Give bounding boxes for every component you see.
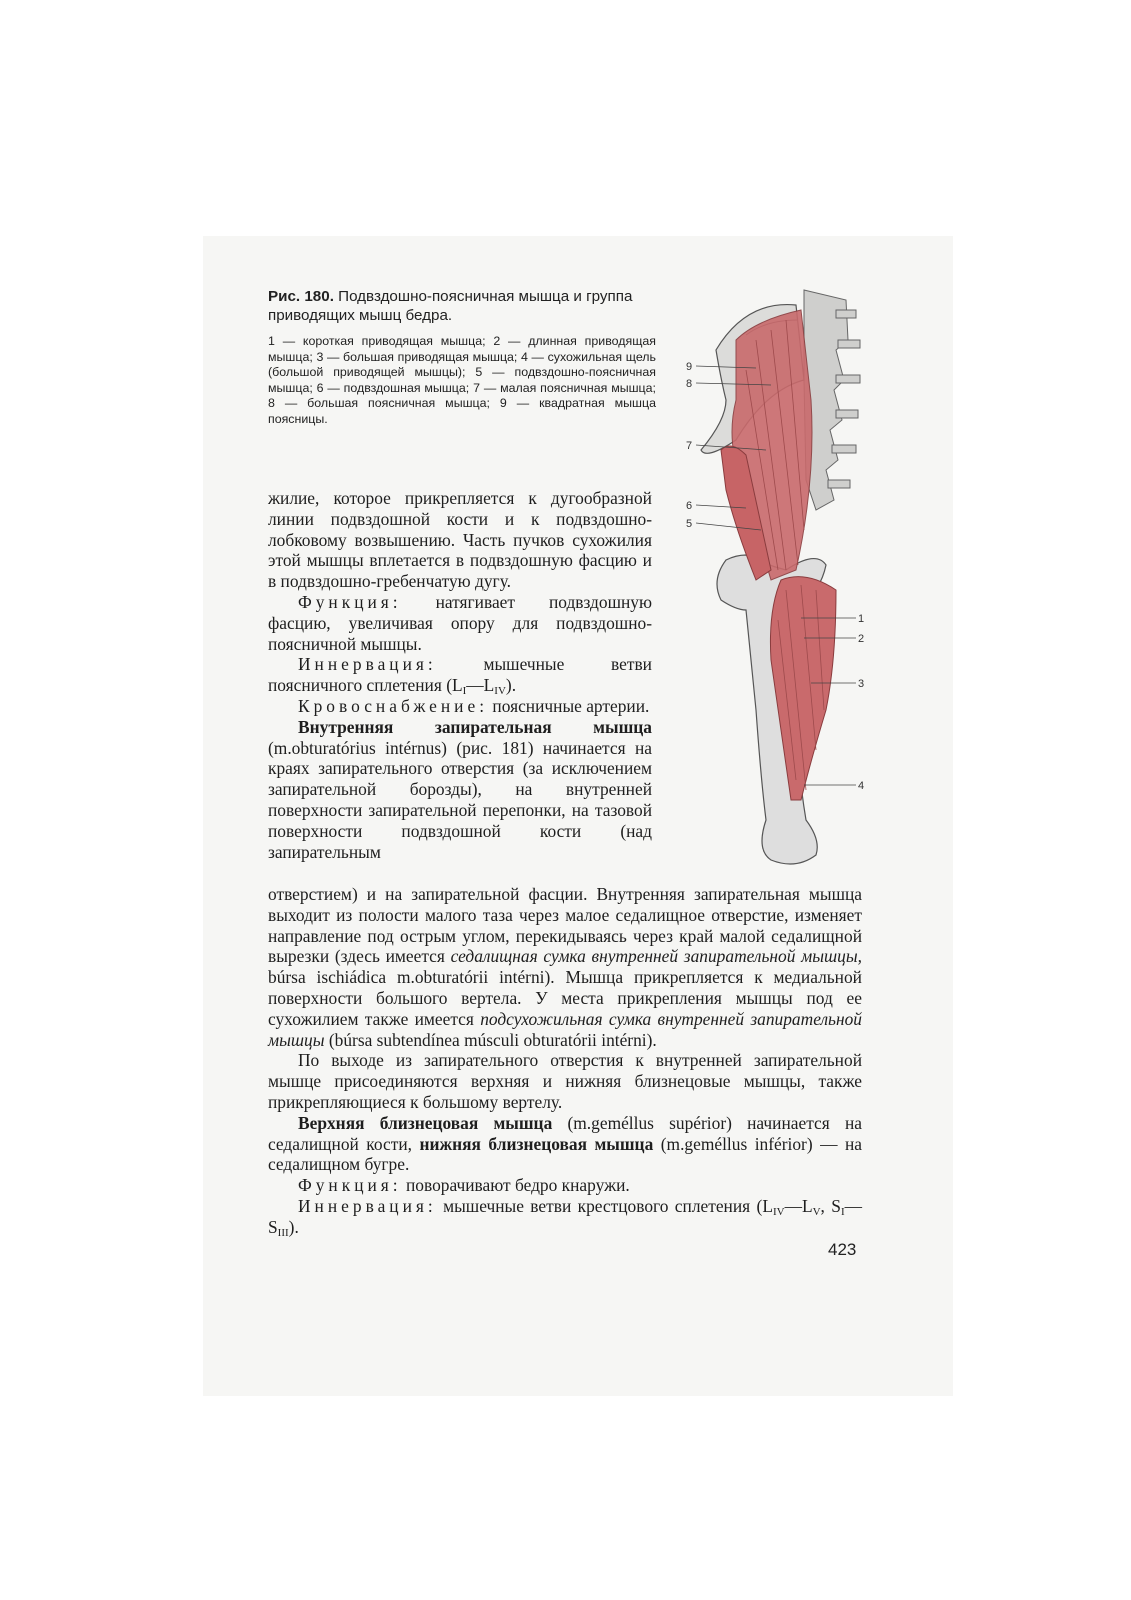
label-8: 8: [686, 378, 693, 390]
blood-supply-paragraph: [268, 696, 652, 717]
sub: IV: [494, 685, 506, 698]
muscle-name-bold: нижняя близнецовая мышца: [419, 1133, 654, 1154]
page-number: 423: [828, 1240, 857, 1259]
caption-legend: 1 — короткая приводящая мышца; 2 — длинная приводящая мышца; 3 — большая приводящая мышца; 4 — сухожильная щель (большой приводящей мышцы); 5 — подвздошно-поясничная мышца; 6 — подвздошная мышца; 7 — малая поясничная мышца; 8 — большая поясничная мышца; 9 — квадратная мышца поясницы.: [268, 334, 656, 426]
innervation-text: мышечные ветви поясничного сплетения (L: [268, 654, 652, 696]
text-run: —L: [784, 1195, 813, 1216]
caption-title-text: Подвздошно-поясничная мышца и группа приводящих мышц бедра.: [268, 288, 633, 324]
text-run: —S: [268, 1195, 862, 1237]
spine-illustration: [804, 290, 860, 510]
caption-title: [268, 287, 656, 325]
sub: III: [277, 1226, 289, 1239]
paragraph-continued: жилие, которое прикрепляется к дугообразной линии подвздошной кости и к подвздошно-лобковому возвышению. Часть пучков сухожилия этой мышцы вплетается в подвздошную фасцию и в подвздошно-гребенчатую дугу.: [268, 488, 652, 592]
function-label: Функция:: [298, 591, 402, 612]
anatomy-illustration: [686, 280, 876, 880]
text-run: отверстием) и на запирательной фасции. Внутренняя запирательная мышца выходит из полости малого таза через малое седалищное отверстие, изменяет направление под острым углом, перекидываясь через край малой седалищной вырезки (здесь имеется: [268, 884, 862, 967]
label-1: 1: [858, 613, 865, 625]
innervation-label: Иннервация:: [298, 654, 437, 675]
function-label: Функция:: [298, 1175, 402, 1196]
label-7: 7: [686, 440, 693, 452]
gemelli-paragraph: [268, 1113, 862, 1175]
innervation-label: Иннервация:: [298, 1195, 437, 1216]
label-2: 2: [858, 633, 865, 645]
innervation-text-mid: —L: [466, 675, 495, 696]
innervation-paragraph: [268, 654, 652, 696]
text-run: (m.geméllus inférior) — на седалищном бугре.: [268, 1133, 863, 1175]
figure-number: Рис. 180.: [268, 288, 334, 305]
text-run: мышечные ветви крестцового сплетения (L: [443, 1195, 773, 1216]
italic-term: подсухожильная сумка внутренней запирательной мышцы: [268, 1008, 862, 1050]
sub: IV: [772, 1205, 785, 1218]
full-width-text: [268, 884, 862, 1238]
label-5: 5: [686, 518, 693, 530]
muscle-name-bold: Внутренняя запирательная мышца: [298, 716, 652, 737]
function-text: поворачивают бедро кнаружи.: [406, 1175, 630, 1196]
innervation-text-end: ).: [505, 675, 517, 696]
label-9: 9: [686, 361, 693, 373]
gemelli-intro-paragraph: По выходе из запирательного отверстия к внутренней запирательной мышце присоединяются верхняя и нижняя близнецовые мышцы, также прикрепляющиеся к большому вертелу.: [268, 1050, 862, 1112]
sub: I: [462, 685, 467, 698]
text-run: , S: [820, 1195, 841, 1216]
text-run: ).: [288, 1216, 299, 1237]
text-run: búrsa ischiádica m.obturatórii intérni). Мышца прикрепляется к медиальной поверхности большого вертела. У места прикрепления мышцы под ее сухожилием также имеется: [268, 967, 862, 1029]
innervation-paragraph-2: [268, 1196, 862, 1238]
figure-caption: [268, 287, 656, 428]
text-run: (m.geméllus supérior) начинается на седалищной кости,: [268, 1112, 862, 1154]
label-3: 3: [858, 678, 865, 690]
latin-name: (m.obturatórius intérnus): [268, 737, 447, 758]
blood-supply-text: поясничные артерии.: [492, 695, 650, 716]
function-paragraph-2: [268, 1175, 862, 1196]
function-paragraph: [268, 592, 652, 654]
obturator-continued: [268, 884, 862, 1050]
narrow-column-text: [268, 488, 652, 862]
italic-term: седалищная сумка внутренней запирательной мышцы,: [450, 946, 862, 967]
muscle-name-bold: Верхняя близнецовая мышца: [298, 1112, 553, 1133]
label-4: 4: [858, 780, 865, 792]
obturator-paragraph: [268, 717, 652, 863]
function-text: натягивает подвздошную фасцию, увеличивая опору для подвздошно-поясничной мышцы.: [268, 591, 652, 654]
label-6: 6: [686, 500, 693, 512]
sub: V: [812, 1205, 821, 1218]
obturator-text: (рис. 181) начинается на краях запирательного отверстия (за исключением запирательной борозды), на внутренней поверхности запирательной перепонки, на тазовой поверхности подвздошной кости (над запирательным: [268, 737, 652, 862]
blood-supply-label: Кровоснабжение:: [298, 695, 489, 716]
sub: I: [840, 1205, 845, 1218]
text-run: (búrsa subtendínea músculi obturatórii intérni).: [328, 1029, 657, 1050]
